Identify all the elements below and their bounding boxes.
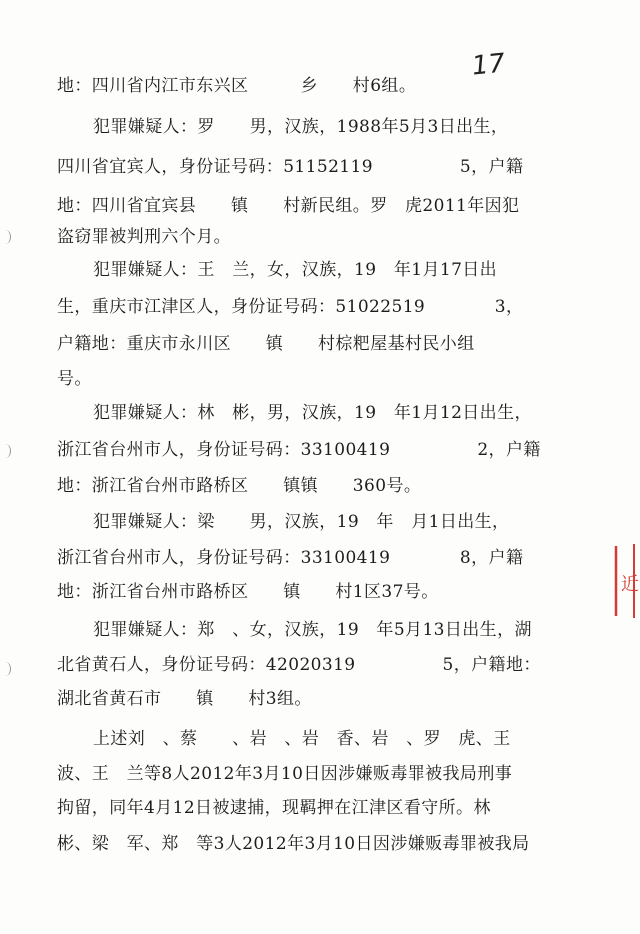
text-line: 犯罪嫌疑人：郑 、女，汉族，19 年5月13日出生，湖 <box>93 620 532 640</box>
text-line: 犯罪嫌疑人：罗 男，汉族，1988年5月3日出生， <box>93 117 509 137</box>
text-line: 犯罪嫌疑人：梁 男，汉族，19 年 月1日出生， <box>93 512 510 532</box>
text-line: 湖北省黄石市 镇 村3组。 <box>57 689 312 709</box>
text-line: 盗窃罪被判刑六个月。 <box>57 227 231 247</box>
text-line: 浙江省台州市人，身份证号码：33100419 8，户籍 <box>57 548 524 568</box>
text-line: 波、王 兰等8人2012年3月10日因涉嫌贩毒罪被我局刑事 <box>57 764 513 784</box>
text-line: 四川省宜宾人，身份证号码：51152119 5，户籍 <box>57 157 524 177</box>
text-line: 号。 <box>57 369 92 389</box>
text-line: 地：四川省宜宾县 镇 村新民组。罗 虎2011年因犯 <box>57 196 520 216</box>
page-number: 17 <box>470 48 507 82</box>
text-line: 犯罪嫌疑人：林 彬，男，汉族，19 年1月12日出生， <box>93 403 532 423</box>
stamp-text: 近 <box>618 556 639 592</box>
text-line: 户籍地：重庆市永川区 镇 村棕粑屋基村民小组 <box>57 334 475 354</box>
binding-hole-mark <box>0 444 11 458</box>
text-line: 彬、梁 军、郑 等3人2012年3月10日因涉嫌贩毒罪被我局 <box>57 834 530 854</box>
text-line: 犯罪嫌疑人：王 兰，女，汉族，19 年1月17日出 <box>93 260 498 280</box>
text-line: 拘留，同年4月12日被逮捕，现羁押在江津区看守所。林 <box>57 798 491 818</box>
text-line: 地：四川省内江市东兴区 乡 村6组。 <box>57 76 417 96</box>
text-line: 上述刘 、蔡 、岩 、岩 香、岩 、罗 虎、王 <box>93 729 511 749</box>
text-line: 地：浙江省台州市路桥区 镇镇 360号。 <box>57 476 422 496</box>
text-line: 生，重庆市江津区人，身份证号码：51022519 3， <box>57 297 524 317</box>
text-line: 浙江省台州市人，身份证号码：33100419 2，户籍 <box>57 440 541 460</box>
binding-hole-mark <box>0 662 11 676</box>
text-line: 北省黄石人，身份证号码：42020319 5，户籍地： <box>57 655 541 675</box>
binding-hole-mark <box>0 230 11 244</box>
text-line: 地：浙江省台州市路桥区 镇 村1区37号。 <box>57 582 439 602</box>
